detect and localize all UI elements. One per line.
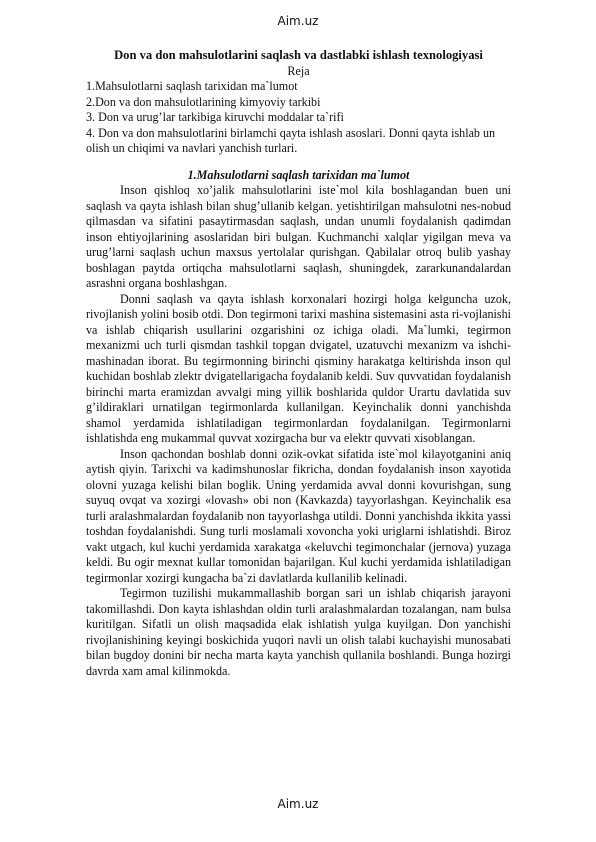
plan-item: 1.Mahsulotlarni saqlash tarixidan ma`lumot: [86, 79, 298, 93]
plan-item: 4. Don va don mahsulotlarini birlamchi qayta ishlash asoslari. Donni qayta ishlab un olish un chiqimi va navlari yanchish turlari.: [86, 125, 496, 155]
page-footer: Aim.uz: [277, 797, 319, 811]
paragraph: Inson qachondan boshlab donni ozik-ovkat sifatida iste`mol kilayotganini aniq aytish qiyin. Tarixchi va kadimshunoslar fikricha, dondan foydalanish inson xayotida olovni yuzaga kelishi bilan boglik. Uning yerdamida avval donni kovurishgan, sung suyuq ovqat va xozirgi «lovash» obi non (Kavkazda) tayyorlashgan. Keyinchalik esa turli aralashmalardan foydalanib non tayyorlashga utildi. Donni yanchishda ikkita yassi toshdan foydalanishdi. Sung turli moslamali xovoncha yoki uriglarni ishlatishdi. Biroz vakt utgach, kul kuchi yerdamida xarakatga «keluvchi tegimonchalar (jernova) yuzaga keldi. Bu ogir mexnat kullar tomonidan bajarilgan. Kul kuchi yerdamida ishlatiladigan tegirmonlar xozirgi kungacha ba`zi davlatlarda kullanilib kelinadi.: [86, 446, 511, 585]
document-title: Don va don mahsulotlarini saqlash va dastlabki ishlash texnologiyasi: [114, 48, 483, 62]
paragraph: Donni saqlash va qayta ishlash korxonalari hozirgi holga kelguncha uzok, rivojlanish yolini bosib otdi. Don tegirmoni tarixi mashina sistemasini asta ri-vojlanishi va ishlab chiqarish usullarini ozgarishini oz ichiga oladi. Ma`lumki, tegirmon mexanizmi uch turli qismdan tashkil topgan dvigatel, uzatuvchi mexanizm va ishchi-mashinadan iborat. Bu tegirmonning birinchi qisminy harakatga keltirishda inson qul kuchidan boshlab zlektr dvigatellarigacha foydalanib keldi. Suv quvvatidan foydalanish birinchi marta eramizdan avvalgi ming yillik boshlarida quldor Urartu davlatida suv g’ildiraklari urnatilgan tegirmonlarda kullanilgan. Keyinchalik donni yanchishda shamol yerdamida ishlatiladigan tegirmonlardan foydalanilgan. Tegirmonlarni ishlatishda eng mukammal quvvat xozirgacha bur va elektr quvvati xisoblangan.: [86, 291, 511, 445]
plan-list: [86, 79, 511, 157]
section-heading: 1.Mahsulotlarni saqlash tarixidan ma`lumot: [187, 167, 410, 182]
page-header: Aim.uz: [277, 14, 319, 28]
paragraph: Inson qishloq xo’jalik mahsulotlarini iste`mol kila boshlagandan buen uni saqlash va qayta ishlash bilan shug’ullanib kelgan. yetishtirilgan mahsulotni nes-nobud qilmasdan va sifatini pasaytirmasdan saqlash, undan unumli foydalanish qadimdan inson ehtiyojlarining asoslaridan biri bulgan. Kuchmanchi xalqlar yigilgan meva va urug’larni saqlash uchun maxsus yertolalar qurishgan. Qabilalar otroq bulib yashay boshlagan paytda ortiqcha mahsulotlarni saqlash, shuningdek, zararkunandalardan asrashni organa boshlashgan.: [86, 183, 511, 290]
plan-item: 2.Don va don mahsulotlarining kimyoviy tarkibi: [86, 94, 321, 109]
plan-heading: Reja: [287, 63, 310, 78]
paragraph: Tegirmon tuzilishi mukammallashib borgan sari un ishlab chiqarish jarayoni takomillashdi. Don kayta ishlashdan oldin turli aralashmalardan tozalangan, nam bulsa kuritilgan. Sifatli un olish maqsadida elak ishlatish yulga kuyilgan. Don yanchishi rivojlanishining keyingi boskichida yuqori navli un olish talabi kuchayishi munosabati bilan bugdoy donini bir necha marta kayta yanchish qullanila boshlandi. Bunga hozirgi davrda xam amal kilinmokda.: [86, 586, 511, 678]
plan-item: 3. Don va urug’lar tarkibiga kiruvchi moddalar ta`rifi: [86, 110, 344, 124]
document-body: [86, 48, 511, 679]
